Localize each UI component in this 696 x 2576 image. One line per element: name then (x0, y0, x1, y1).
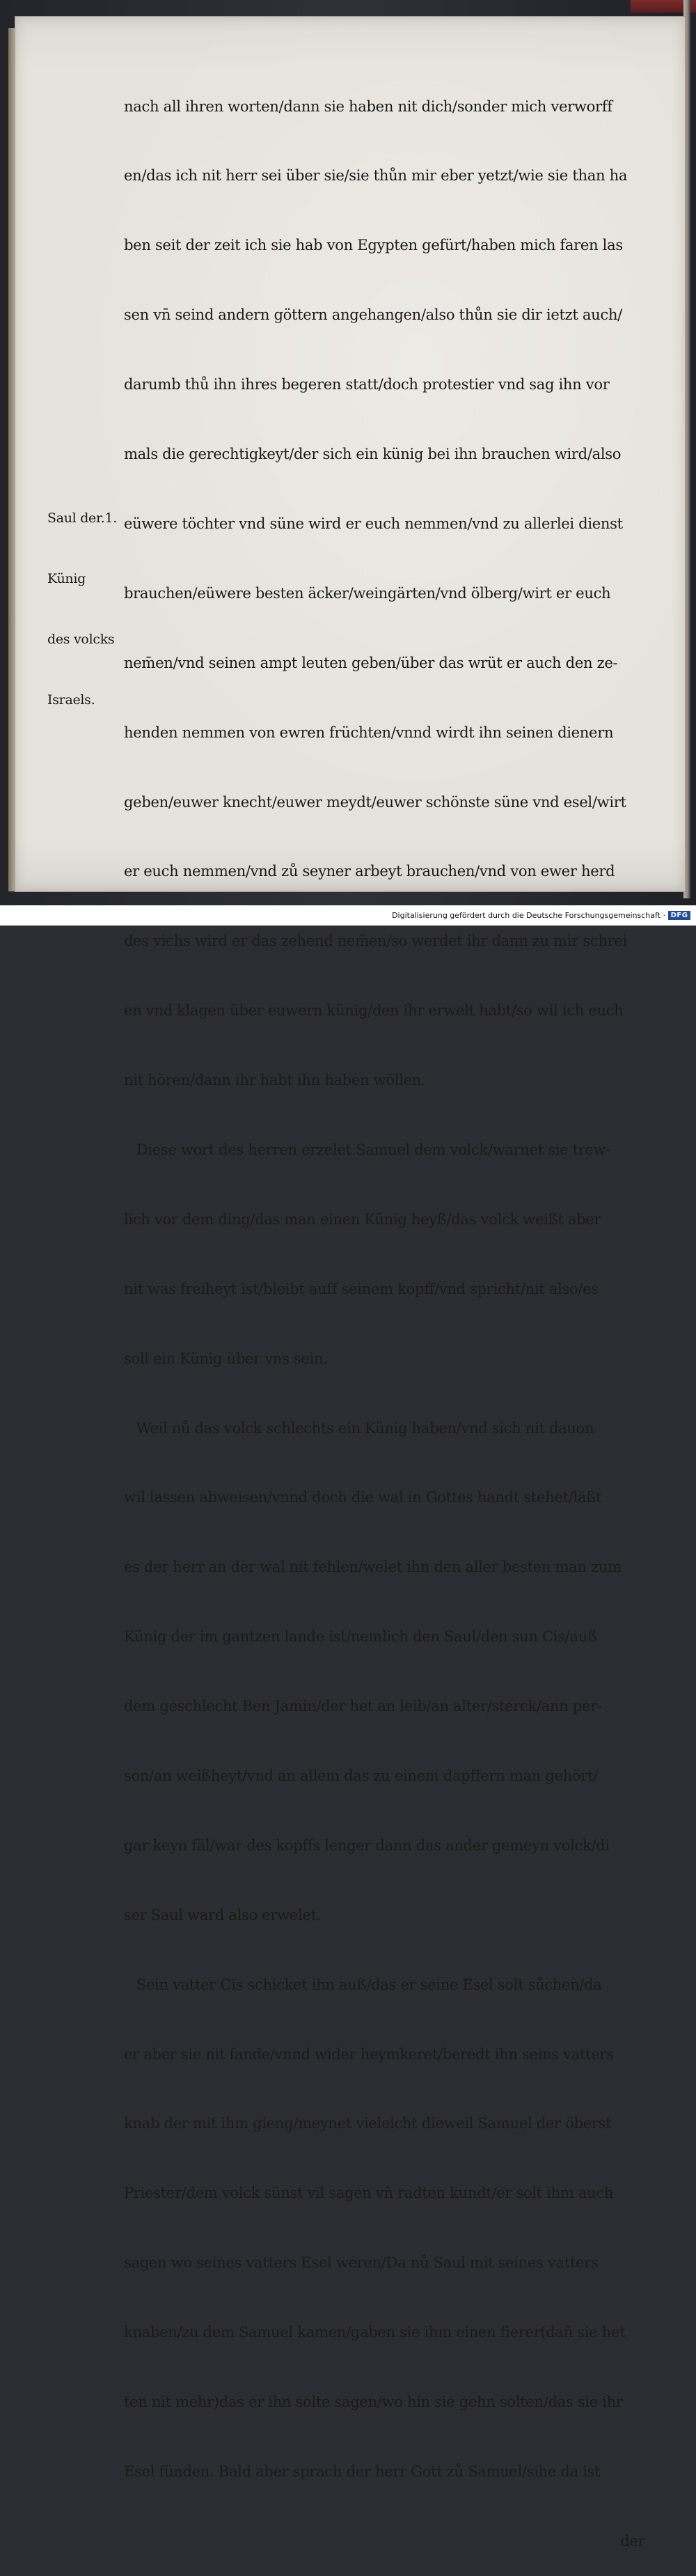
text-line: brauchen/eüwere besten äcker/weingärten/vnd ölberg/wirt er euch (124, 584, 611, 602)
footer-bar (0, 905, 696, 926)
dfg-logo: DFG (668, 911, 690, 920)
catchword: der (620, 2532, 645, 2550)
text-line: nit hören/dann ihr habt ihn haben wöllen. (124, 1072, 426, 1090)
text-line: er aber sie nit fande/vnnd wider heymkeret/beredt ihn seins vatters (124, 2045, 614, 2063)
text-line: nem̄en/vnd seinen ampt leuten geben/über das wrüt er auch den ze- (124, 654, 618, 672)
text-line: Priester/dem volck sünst vil sagen vn̄ radten kundt/er solt ihm auch (124, 2185, 614, 2203)
text-line: dem geschlecht Ben Jamin/der het an leib/an alter/sterck/ann per- (124, 1698, 602, 1716)
paragraph-start-line: Diese wort des herren erzelet Samuel dem volck/warnet sie trew- (136, 1141, 611, 1159)
text-line: ser Saul ward also erwelet. (124, 1906, 322, 1924)
marginal-note-line: Israels. (47, 692, 95, 708)
marginal-note (47, 468, 127, 731)
text-line: wil lassen abweisen/vnnd doch die wal in Gottes handt stehet/läßt (124, 1489, 601, 1507)
body-text (124, 49, 667, 2576)
paragraph-start-line: Sein vatter Cis schicket ihn auß/das er seine Esel solt sůchen/da (136, 1976, 602, 1994)
text-line: nach all ihren worten/dann sie haben nit dich/sonder mich verworff (124, 97, 612, 116)
text-line: Künig der im gantzen lande ist/nemlich den Saul/den sun Cis/auß (124, 1628, 597, 1646)
text-line: en vnd klagen über euwern künig/den ihr erwelt habt/so wil ich euch (124, 1002, 624, 1020)
text-line: ben seit der zeit ich sie hab von Egypten gefürt/haben mich faren las (124, 237, 623, 255)
text-line: gar keyn fäl/war des kopffs lenger dann das ander gemeyn volck/di (124, 1836, 610, 1855)
text-line: soll ein Künig über vns sein. (124, 1350, 328, 1368)
text-line: es der herr an der wal nit fehlen/welet ihn den aller besten man zum (124, 1559, 622, 1577)
text-line: er euch nemmen/vnd zů seyner arbeyt brauchen/vnd von ewer herd (124, 863, 615, 881)
marginal-note-line: Saul der.1. (47, 510, 117, 526)
marginal-note-line: Künig (47, 571, 86, 586)
text-line: sagen wo seines vatters Esel weren/Da nů Saul mit seines vatters (124, 2254, 599, 2272)
text-line: knaben/zu dem Samuel kamen/gaben sie ihm einen fierer(dañ sie het (124, 2324, 626, 2342)
text-line: des vichs wird er das zehend nem̄en/so werdet ihr dann zu mir schrei (124, 932, 627, 951)
text-line: lich vor dem ding/das man einen Künig heyß/das volck weißt aber (124, 1210, 601, 1228)
text-line: eüwere töchter vnd süne wird er euch nemmen/vnd zu allerlei dienst (124, 515, 623, 533)
funding-credit: Digitalisierung gefördert durch die Deutsche Forschungsgemeinschaft · (392, 911, 665, 920)
text-line: Esel fünden. Bald aber sprach der herr Gott zů Samuel/sihe da ist (124, 2462, 601, 2481)
text-line: darumb thů ihn ihres begeren statt/doch protestier vnd sag ihn vor (124, 376, 610, 394)
text-line: knab der mit ihm gieng/meynet vieleicht dieweil Samuel der öberst (124, 2115, 612, 2133)
text-line: mals die gerechtigkeyt/der sich ein künig bei ihn brauchen wird/also (124, 446, 622, 464)
text-line: son/an weißheyt/vnd an allem das zu einem dapffern man gehört/ (124, 1767, 598, 1785)
text-line: ten nit mehr)das er ihn solte sagen/wo hin sie gehn solten/das sie ihr (124, 2393, 623, 2411)
text-line: geben/euwer knecht/euwer meydt/euwer schönste süne vnd esel/wirt (124, 793, 626, 811)
text-line: henden nemmen von ewren früchten/vnnd wirdt ihn seinen dienern (124, 724, 614, 742)
text-line: sen vn̄ seind andern göttern angehangen/also thůn sie dir ietzt auch/ (124, 306, 622, 325)
text-line: en/das ich nit herr sei über sie/sie thůn mir eber yetzt/wie sie than ha (124, 167, 628, 185)
marginal-note-line: des volcks (47, 632, 115, 647)
paragraph-start-line: Weil nů das volck schlechts ein Künig haben/vnd sich nit dauon (136, 1419, 594, 1437)
text-line: nit was freiheyt ist/bleibt auff seinem kopff/vnd spricht/nit also/es (124, 1280, 599, 1298)
